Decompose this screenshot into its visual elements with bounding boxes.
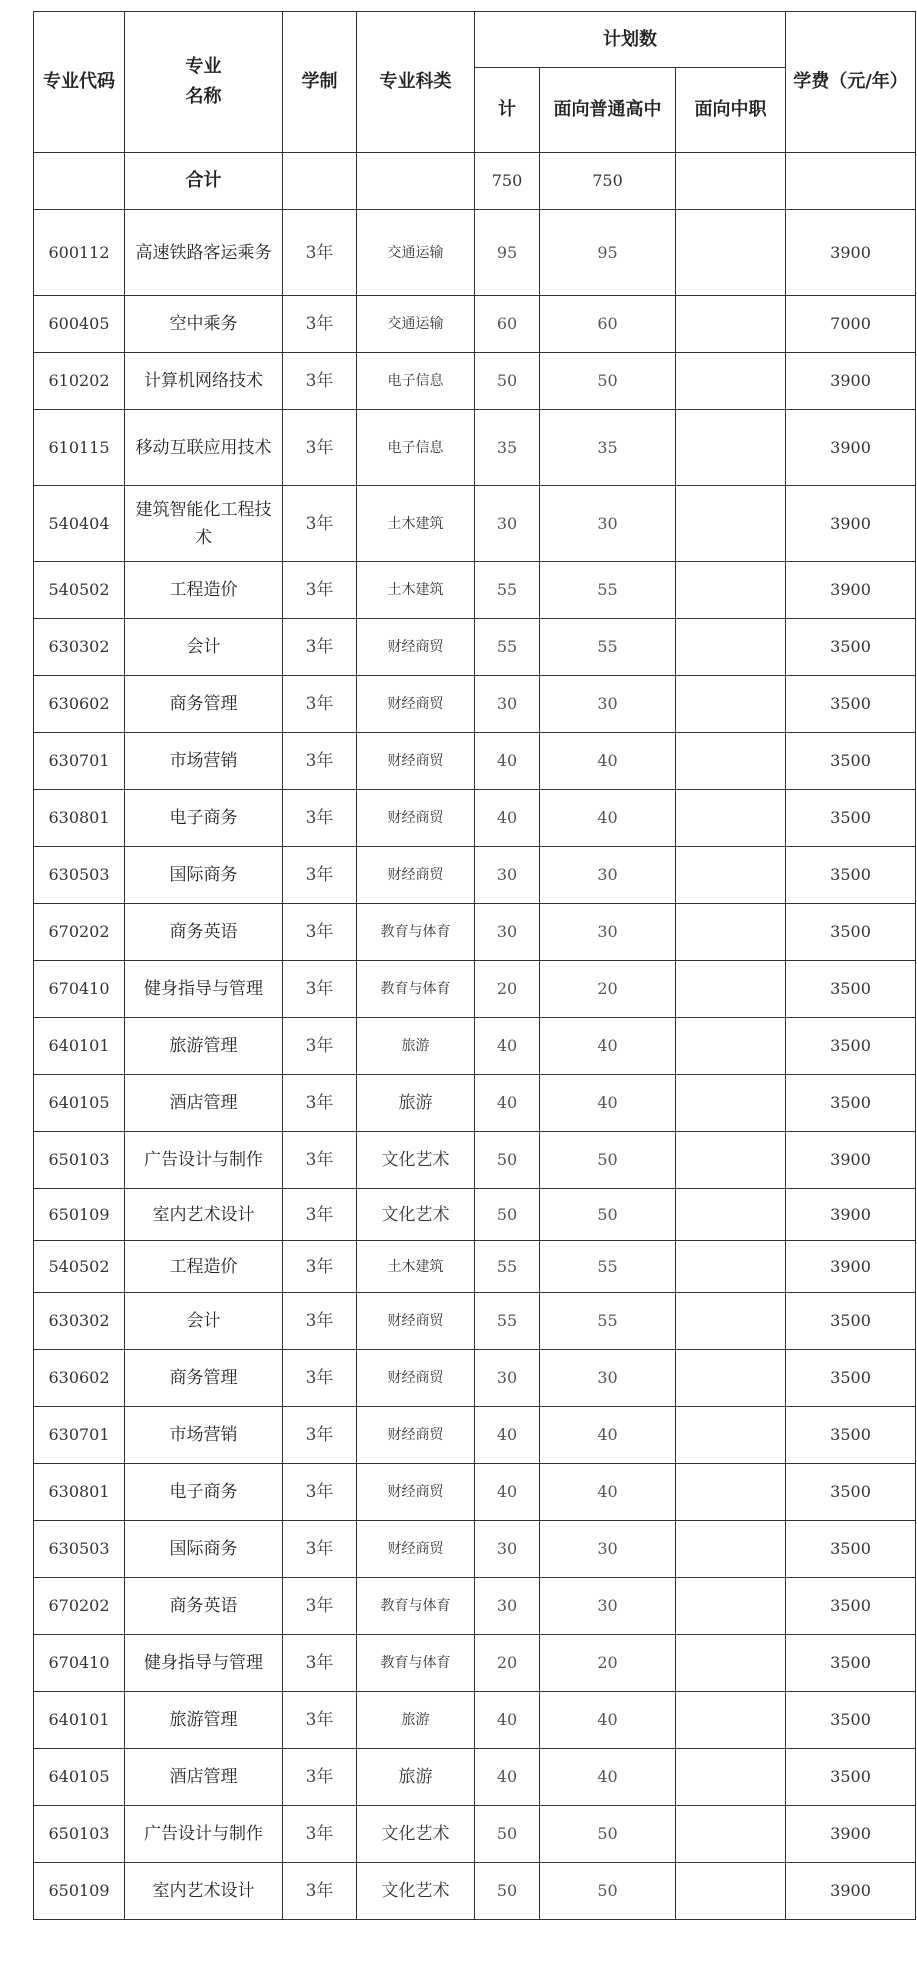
fee-cell: 3500 <box>786 1075 916 1132</box>
category-cell: 教育与体育 <box>357 1578 475 1635</box>
total-plan-total: 750 <box>475 153 540 210</box>
plan-general-cell: 50 <box>540 1863 676 1920</box>
plan-vocational-cell <box>676 1241 786 1293</box>
category-cell: 土木建筑 <box>357 1241 475 1293</box>
duration-cell: 3年 <box>283 353 357 410</box>
name-cell: 健身指导与管理 <box>125 1635 283 1692</box>
header-row-1 <box>34 12 916 68</box>
duration-cell: 3年 <box>283 1293 357 1350</box>
fee-cell: 3900 <box>786 1863 916 1920</box>
duration-cell: 3年 <box>283 733 357 790</box>
plan-total-cell: 55 <box>475 619 540 676</box>
code-cell: 600112 <box>34 210 125 296</box>
plan-vocational-cell <box>676 1464 786 1521</box>
name-cell: 市场营销 <box>125 1407 283 1464</box>
plan-total-cell: 95 <box>475 210 540 296</box>
code-cell: 540502 <box>34 1241 125 1293</box>
table-row <box>34 1241 916 1293</box>
fee-cell: 3500 <box>786 1578 916 1635</box>
duration-cell: 3年 <box>283 1635 357 1692</box>
category-cell: 文化艺术 <box>357 1132 475 1189</box>
category-cell: 文化艺术 <box>357 1189 475 1241</box>
name-cell: 酒店管理 <box>125 1075 283 1132</box>
enrollment-table-container <box>33 11 916 1920</box>
code-cell: 610202 <box>34 353 125 410</box>
plan-general-cell: 60 <box>540 296 676 353</box>
category-cell: 教育与体育 <box>357 961 475 1018</box>
total-duration-cell <box>283 153 357 210</box>
table-row <box>34 1018 916 1075</box>
plan-total-cell: 55 <box>475 562 540 619</box>
code-cell: 630503 <box>34 1521 125 1578</box>
table-row <box>34 1350 916 1407</box>
total-plan-general: 750 <box>540 153 676 210</box>
code-cell: 640105 <box>34 1749 125 1806</box>
category-cell: 交通运输 <box>357 210 475 296</box>
total-category-cell <box>357 153 475 210</box>
header-code: 专业代码 <box>34 12 125 153</box>
fee-cell: 3900 <box>786 1132 916 1189</box>
name-cell: 电子商务 <box>125 1464 283 1521</box>
table-row <box>34 1692 916 1749</box>
plan-general-cell: 30 <box>540 676 676 733</box>
plan-general-cell: 50 <box>540 1189 676 1241</box>
duration-cell: 3年 <box>283 1521 357 1578</box>
code-cell: 640101 <box>34 1018 125 1075</box>
plan-vocational-cell <box>676 410 786 486</box>
name-cell: 电子商务 <box>125 790 283 847</box>
name-cell: 工程造价 <box>125 1241 283 1293</box>
code-cell: 630602 <box>34 676 125 733</box>
code-cell: 670410 <box>34 1635 125 1692</box>
fee-cell: 3900 <box>786 353 916 410</box>
plan-vocational-cell <box>676 790 786 847</box>
duration-cell: 3年 <box>283 1806 357 1863</box>
name-cell: 室内艺术设计 <box>125 1863 283 1920</box>
duration-cell: 3年 <box>283 1692 357 1749</box>
duration-cell: 3年 <box>283 1018 357 1075</box>
plan-vocational-cell <box>676 1692 786 1749</box>
code-cell: 630801 <box>34 1464 125 1521</box>
plan-total-cell: 30 <box>475 847 540 904</box>
code-cell: 650103 <box>34 1806 125 1863</box>
plan-general-cell: 55 <box>540 1241 676 1293</box>
header-duration: 学制 <box>283 12 357 153</box>
fee-cell: 3500 <box>786 904 916 961</box>
category-cell: 旅游 <box>357 1018 475 1075</box>
fee-cell: 3500 <box>786 1635 916 1692</box>
plan-vocational-cell <box>676 1075 786 1132</box>
plan-general-cell: 55 <box>540 619 676 676</box>
plan-general-cell: 40 <box>540 1749 676 1806</box>
code-cell: 630503 <box>34 847 125 904</box>
name-cell: 工程造价 <box>125 562 283 619</box>
plan-general-cell: 55 <box>540 562 676 619</box>
duration-cell: 3年 <box>283 1407 357 1464</box>
plan-vocational-cell <box>676 904 786 961</box>
table-row <box>34 410 916 486</box>
table-row <box>34 1806 916 1863</box>
duration-cell: 3年 <box>283 486 357 562</box>
fee-cell: 3900 <box>786 486 916 562</box>
fee-cell: 3900 <box>786 562 916 619</box>
plan-general-cell: 40 <box>540 1464 676 1521</box>
plan-vocational-cell <box>676 1749 786 1806</box>
category-cell: 财经商贸 <box>357 1293 475 1350</box>
table-row <box>34 1863 916 1920</box>
fee-cell: 3900 <box>786 1806 916 1863</box>
category-cell: 旅游 <box>357 1692 475 1749</box>
plan-total-cell: 30 <box>475 1521 540 1578</box>
name-cell: 建筑智能化工程技术 <box>125 486 283 562</box>
plan-vocational-cell <box>676 676 786 733</box>
duration-cell: 3年 <box>283 1749 357 1806</box>
duration-cell: 3年 <box>283 1241 357 1293</box>
plan-total-cell: 55 <box>475 1241 540 1293</box>
name-cell: 会计 <box>125 619 283 676</box>
plan-total-cell: 20 <box>475 1635 540 1692</box>
fee-cell: 3500 <box>786 733 916 790</box>
plan-general-cell: 20 <box>540 1635 676 1692</box>
plan-general-cell: 95 <box>540 210 676 296</box>
plan-vocational-cell <box>676 961 786 1018</box>
code-cell: 650109 <box>34 1189 125 1241</box>
table-row <box>34 904 916 961</box>
fee-cell: 3500 <box>786 1293 916 1350</box>
plan-total-cell: 40 <box>475 1464 540 1521</box>
category-cell: 电子信息 <box>357 353 475 410</box>
total-row <box>34 153 916 210</box>
header-name: 专业 名称 <box>125 12 283 153</box>
header-plan-total: 计 <box>475 68 540 153</box>
code-cell: 640101 <box>34 1692 125 1749</box>
plan-general-cell: 40 <box>540 733 676 790</box>
fee-cell: 3500 <box>786 619 916 676</box>
table-row <box>34 790 916 847</box>
code-cell: 610115 <box>34 410 125 486</box>
table-row <box>34 1132 916 1189</box>
name-cell: 高速铁路客运乘务 <box>125 210 283 296</box>
plan-vocational-cell <box>676 353 786 410</box>
fee-cell: 3900 <box>786 1189 916 1241</box>
name-cell: 广告设计与制作 <box>125 1806 283 1863</box>
header-fee: 学费（元/年） <box>786 12 916 153</box>
fee-cell: 3900 <box>786 1241 916 1293</box>
plan-total-cell: 30 <box>475 1578 540 1635</box>
table-row <box>34 353 916 410</box>
plan-general-cell: 40 <box>540 1018 676 1075</box>
name-cell: 国际商务 <box>125 847 283 904</box>
plan-vocational-cell <box>676 619 786 676</box>
duration-cell: 3年 <box>283 1350 357 1407</box>
table-row <box>34 1749 916 1806</box>
plan-general-cell: 40 <box>540 1692 676 1749</box>
fee-cell: 3500 <box>786 1018 916 1075</box>
plan-general-cell: 30 <box>540 904 676 961</box>
duration-cell: 3年 <box>283 676 357 733</box>
header-category: 专业科类 <box>357 12 475 153</box>
duration-cell: 3年 <box>283 1132 357 1189</box>
name-cell: 会计 <box>125 1293 283 1350</box>
plan-total-cell: 40 <box>475 1018 540 1075</box>
fee-cell: 3500 <box>786 1749 916 1806</box>
duration-cell: 3年 <box>283 619 357 676</box>
code-cell: 630701 <box>34 1407 125 1464</box>
plan-total-cell: 50 <box>475 353 540 410</box>
plan-general-cell: 50 <box>540 1806 676 1863</box>
table-row <box>34 619 916 676</box>
duration-cell: 3年 <box>283 410 357 486</box>
category-cell: 旅游 <box>357 1749 475 1806</box>
name-cell: 商务英语 <box>125 1578 283 1635</box>
code-cell: 670410 <box>34 961 125 1018</box>
plan-total-cell: 35 <box>475 410 540 486</box>
plan-general-cell: 40 <box>540 790 676 847</box>
category-cell: 财经商贸 <box>357 619 475 676</box>
table-row <box>34 1407 916 1464</box>
duration-cell: 3年 <box>283 1189 357 1241</box>
name-cell: 商务管理 <box>125 676 283 733</box>
code-cell: 600405 <box>34 296 125 353</box>
fee-cell: 3900 <box>786 410 916 486</box>
total-plan-vocational <box>676 153 786 210</box>
table-row <box>34 486 916 562</box>
plan-vocational-cell <box>676 1018 786 1075</box>
fee-cell: 3500 <box>786 1692 916 1749</box>
name-cell: 空中乘务 <box>125 296 283 353</box>
table-row <box>34 1075 916 1132</box>
table-row <box>34 1464 916 1521</box>
table-row <box>34 1293 916 1350</box>
plan-total-cell: 40 <box>475 1692 540 1749</box>
fee-cell: 3500 <box>786 676 916 733</box>
plan-total-cell: 50 <box>475 1806 540 1863</box>
category-cell: 财经商贸 <box>357 733 475 790</box>
duration-cell: 3年 <box>283 961 357 1018</box>
total-label: 合计 <box>125 153 283 210</box>
header-plan-vocational: 面向中职 <box>676 68 786 153</box>
plan-total-cell: 55 <box>475 1293 540 1350</box>
table-row <box>34 1635 916 1692</box>
code-cell: 670202 <box>34 1578 125 1635</box>
name-cell: 计算机网络技术 <box>125 353 283 410</box>
code-cell: 630701 <box>34 733 125 790</box>
fee-cell: 3500 <box>786 1407 916 1464</box>
code-cell: 650109 <box>34 1863 125 1920</box>
plan-total-cell: 50 <box>475 1863 540 1920</box>
duration-cell: 3年 <box>283 1075 357 1132</box>
fee-cell: 3500 <box>786 1521 916 1578</box>
table-row <box>34 1189 916 1241</box>
plan-general-cell: 30 <box>540 1350 676 1407</box>
table-row <box>34 296 916 353</box>
plan-general-cell: 50 <box>540 353 676 410</box>
plan-general-cell: 35 <box>540 410 676 486</box>
category-cell: 财经商贸 <box>357 1521 475 1578</box>
code-cell: 630801 <box>34 790 125 847</box>
plan-total-cell: 30 <box>475 904 540 961</box>
fee-cell: 7000 <box>786 296 916 353</box>
name-cell: 酒店管理 <box>125 1749 283 1806</box>
header-plan-general: 面向普通高中 <box>540 68 676 153</box>
header-plan: 计划数 <box>475 12 786 68</box>
duration-cell: 3年 <box>283 904 357 961</box>
category-cell: 交通运输 <box>357 296 475 353</box>
plan-total-cell: 30 <box>475 1350 540 1407</box>
table-row <box>34 961 916 1018</box>
plan-total-cell: 30 <box>475 676 540 733</box>
table-row <box>34 847 916 904</box>
plan-vocational-cell <box>676 1521 786 1578</box>
plan-vocational-cell <box>676 1578 786 1635</box>
plan-total-cell: 30 <box>475 486 540 562</box>
plan-general-cell: 50 <box>540 1132 676 1189</box>
fee-cell: 3500 <box>786 961 916 1018</box>
name-cell: 移动互联应用技术 <box>125 410 283 486</box>
category-cell: 土木建筑 <box>357 562 475 619</box>
category-cell: 文化艺术 <box>357 1806 475 1863</box>
category-cell: 旅游 <box>357 1075 475 1132</box>
plan-vocational-cell <box>676 1806 786 1863</box>
category-cell: 财经商贸 <box>357 790 475 847</box>
plan-general-cell: 30 <box>540 486 676 562</box>
name-cell: 商务管理 <box>125 1350 283 1407</box>
table-row <box>34 676 916 733</box>
plan-vocational-cell <box>676 1407 786 1464</box>
plan-vocational-cell <box>676 562 786 619</box>
name-cell: 旅游管理 <box>125 1692 283 1749</box>
plan-total-cell: 40 <box>475 1407 540 1464</box>
category-cell: 教育与体育 <box>357 904 475 961</box>
category-cell: 教育与体育 <box>357 1635 475 1692</box>
category-cell: 电子信息 <box>357 410 475 486</box>
plan-general-cell: 40 <box>540 1407 676 1464</box>
plan-total-cell: 40 <box>475 1075 540 1132</box>
fee-cell: 3900 <box>786 210 916 296</box>
plan-vocational-cell <box>676 1189 786 1241</box>
plan-general-cell: 40 <box>540 1075 676 1132</box>
duration-cell: 3年 <box>283 790 357 847</box>
code-cell: 640105 <box>34 1075 125 1132</box>
plan-total-cell: 20 <box>475 961 540 1018</box>
category-cell: 财经商贸 <box>357 1464 475 1521</box>
duration-cell: 3年 <box>283 847 357 904</box>
category-cell: 财经商贸 <box>357 1350 475 1407</box>
plan-general-cell: 30 <box>540 1521 676 1578</box>
table-body <box>34 153 916 1920</box>
name-cell: 健身指导与管理 <box>125 961 283 1018</box>
code-cell: 540404 <box>34 486 125 562</box>
plan-general-cell: 30 <box>540 847 676 904</box>
table-row <box>34 1578 916 1635</box>
fee-cell: 3500 <box>786 847 916 904</box>
category-cell: 财经商贸 <box>357 676 475 733</box>
fee-cell: 3500 <box>786 790 916 847</box>
plan-total-cell: 60 <box>475 296 540 353</box>
code-cell: 540502 <box>34 562 125 619</box>
duration-cell: 3年 <box>283 1863 357 1920</box>
plan-vocational-cell <box>676 1863 786 1920</box>
duration-cell: 3年 <box>283 296 357 353</box>
plan-total-cell: 40 <box>475 1749 540 1806</box>
fee-cell: 3500 <box>786 1464 916 1521</box>
duration-cell: 3年 <box>283 1464 357 1521</box>
category-cell: 文化艺术 <box>357 1863 475 1920</box>
code-cell: 650103 <box>34 1132 125 1189</box>
category-cell: 财经商贸 <box>357 847 475 904</box>
plan-vocational-cell <box>676 847 786 904</box>
category-cell: 财经商贸 <box>357 1407 475 1464</box>
name-cell: 国际商务 <box>125 1521 283 1578</box>
category-cell: 土木建筑 <box>357 486 475 562</box>
code-cell: 630302 <box>34 1293 125 1350</box>
plan-total-cell: 50 <box>475 1132 540 1189</box>
table-row <box>34 562 916 619</box>
plan-vocational-cell <box>676 1293 786 1350</box>
plan-vocational-cell <box>676 733 786 790</box>
plan-vocational-cell <box>676 296 786 353</box>
table-row <box>34 1521 916 1578</box>
plan-general-cell: 30 <box>540 1578 676 1635</box>
duration-cell: 3年 <box>283 210 357 296</box>
duration-cell: 3年 <box>283 1578 357 1635</box>
code-cell: 630302 <box>34 619 125 676</box>
plan-vocational-cell <box>676 486 786 562</box>
code-cell: 630602 <box>34 1350 125 1407</box>
total-code-cell <box>34 153 125 210</box>
plan-general-cell: 55 <box>540 1293 676 1350</box>
name-cell: 市场营销 <box>125 733 283 790</box>
name-cell: 旅游管理 <box>125 1018 283 1075</box>
name-cell: 商务英语 <box>125 904 283 961</box>
plan-vocational-cell <box>676 1635 786 1692</box>
enrollment-plan-table <box>33 11 916 1920</box>
table-row <box>34 210 916 296</box>
plan-general-cell: 20 <box>540 961 676 1018</box>
table-row <box>34 733 916 790</box>
plan-vocational-cell <box>676 1350 786 1407</box>
name-cell: 室内艺术设计 <box>125 1189 283 1241</box>
plan-total-cell: 40 <box>475 733 540 790</box>
total-fee-cell <box>786 153 916 210</box>
duration-cell: 3年 <box>283 562 357 619</box>
plan-total-cell: 40 <box>475 790 540 847</box>
code-cell: 670202 <box>34 904 125 961</box>
plan-total-cell: 50 <box>475 1189 540 1241</box>
plan-vocational-cell <box>676 210 786 296</box>
plan-vocational-cell <box>676 1132 786 1189</box>
fee-cell: 3500 <box>786 1350 916 1407</box>
name-cell: 广告设计与制作 <box>125 1132 283 1189</box>
